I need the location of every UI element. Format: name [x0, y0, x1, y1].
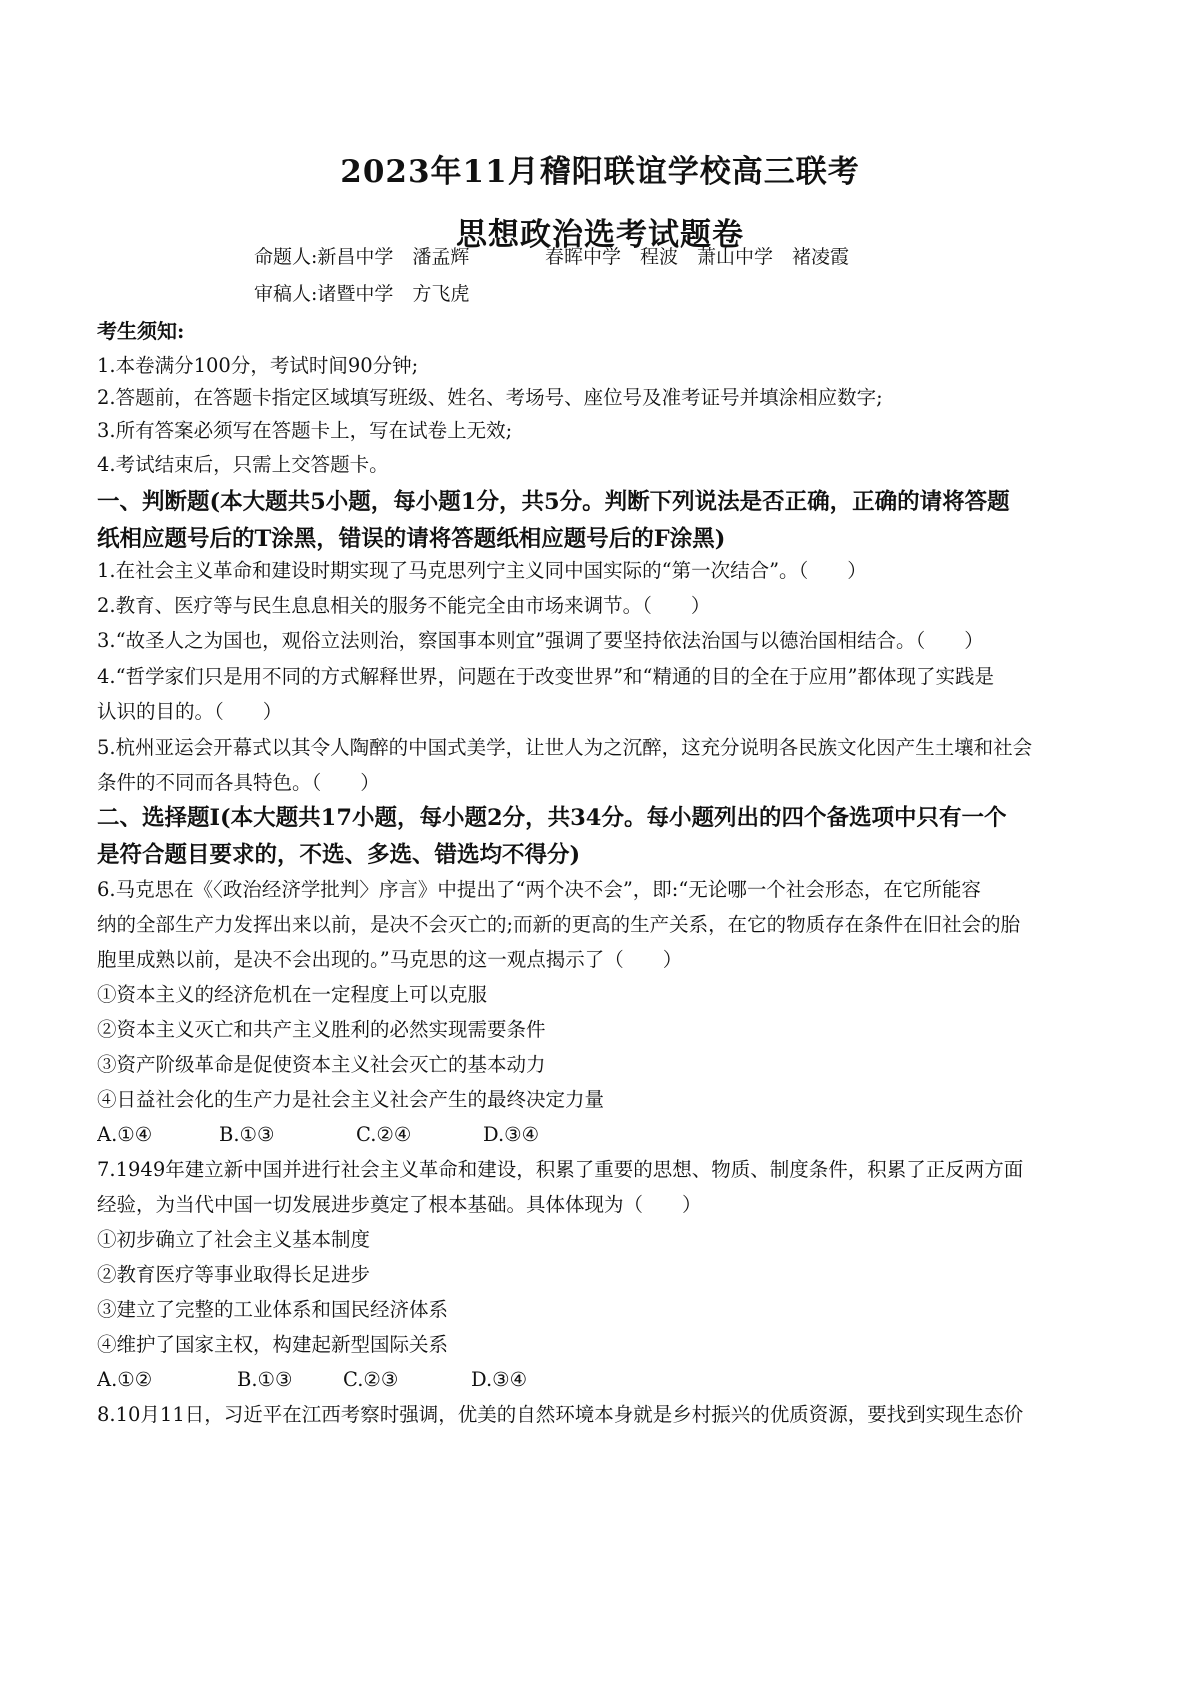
question-6-item-2: ②资本主义灭亡和共产主义胜利的必然实现需要条件	[97, 1018, 546, 1041]
section2-heading-2: 是符合题目要求的，不选、多选、错选均不得分)	[97, 842, 581, 868]
authors-line-1: 命题人:新昌中学 潘孟辉	[254, 246, 470, 268]
reviewer-line: 审稿人:诸暨中学 方飞虎	[254, 283, 470, 305]
question-7-item-3: ③建立了完整的工业体系和国民经济体系	[97, 1298, 449, 1321]
question-4-line-2: 认识的目的。（ ）	[97, 700, 283, 723]
notice-item-2: 2.答题前，在答题卡指定区域填写班级、姓名、考场号、座位号及准考证号并填涂相应数字;	[97, 386, 883, 409]
question-3: 3.“故圣人之为国也，观俗立法则治，察国事本则宜”强调了要坚持依法治国与以德治国相结合。（ ）	[97, 629, 984, 652]
question-7-line-1: 7.1949年建立新中国并进行社会主义革命和建设，积累了重要的思想、物质、制度条件，积累了正反两方面	[97, 1158, 1024, 1181]
question-5-line-1: 5.杭州亚运会开幕式以其令人陶醉的中国式美学，让世人为之沉醉，这充分说明各民族文化因产生土壤和社会	[97, 736, 1033, 759]
question-6-line-3: 胞里成熟以前，是决不会出现的。”马克思的这一观点揭示了（ ）	[97, 948, 683, 971]
question-7-item-1: ①初步确立了社会主义基本制度	[97, 1228, 371, 1251]
question-7-item-2: ②教育医疗等事业取得长足进步	[97, 1263, 371, 1286]
question-6-line-1: 6.马克思在《〈政治经济学批判〉序言》中提出了“两个决不会”，即:“无论哪一个社会形态，在它所能容	[97, 878, 981, 901]
question-7-line-2: 经验，为当代中国一切发展进步奠定了根本基础。具体体现为（ ）	[97, 1193, 702, 1216]
section2-heading-1: 二、选择题Ⅰ(本大题共17小题，每小题2分，共34分。每小题列出的四个备选项中只有一个	[97, 805, 1007, 831]
question-5-line-2: 条件的不同而各具特色。（ ）	[97, 771, 380, 794]
exam-subtitle: 思想政治选考试题卷	[456, 217, 744, 253]
question-6-item-1: ①资本主义的经济危机在一定程度上可以克服	[97, 983, 488, 1006]
question-6-item-3: ③资产阶级革命是促使资本主义社会灭亡的基本动力	[97, 1053, 546, 1076]
option-a: A.①②	[97, 1368, 153, 1391]
question-8-line-1: 8.10月11日，习近平在江西考察时强调，优美的自然环境本身就是乡村振兴的优质资源，要找到实现生态价	[97, 1403, 1024, 1426]
notice-item-1: 1.本卷满分100分，考试时间90分钟;	[97, 354, 419, 377]
question-6-options	[97, 1116, 1117, 1154]
question-7-options	[97, 1361, 1117, 1399]
authors-line-2: 春晖中学 程波 萧山中学 褚凌霞	[545, 246, 850, 268]
question-1: 1.在社会主义革命和建设时期实现了马克思列宁主义同中国实际的“第一次结合”。（ ）	[97, 559, 867, 582]
question-6-line-2: 纳的全部生产力发挥出来以前，是决不会灭亡的;而新的更高的生产关系，在它的物质存在条件在旧社会的胎	[97, 913, 1021, 936]
question-4-line-1: 4.“哲学家们只是用不同的方式解释世界，问题在于改变世界”和“精通的目的全在于应用”都体现了实践是	[97, 665, 994, 688]
exam-title: 2023年11月稽阳联谊学校高三联考	[340, 154, 860, 190]
option-c: C.②④	[356, 1123, 412, 1146]
option-c: C.②③	[343, 1368, 399, 1391]
section1-heading-1: 一、判断题(本大题共5小题，每小题1分，共5分。判断下列说法是否正确，正确的请将答题	[97, 489, 1010, 515]
section1-heading-2: 纸相应题号后的T涂黑，错误的请将答题纸相应题号后的F涂黑)	[97, 526, 726, 552]
question-2: 2.教育、医疗等与民生息息相关的服务不能完全由市场来调节。（ ）	[97, 594, 711, 617]
question-7-item-4: ④维护了国家主权，构建起新型国际关系	[97, 1333, 449, 1356]
question-6-item-4: ④日益社会化的生产力是社会主义社会产生的最终决定力量	[97, 1088, 605, 1111]
notice-heading: 考生须知:	[97, 319, 185, 343]
notice-item-3: 3.所有答案必须写在答题卡上，写在试卷上无效;	[97, 419, 513, 442]
option-d: D.③④	[483, 1123, 540, 1146]
option-a: A.①④	[97, 1123, 153, 1146]
option-b: B.①③	[219, 1123, 275, 1146]
notice-item-4: 4.考试结束后，只需上交答题卡。	[97, 453, 389, 476]
option-d: D.③④	[471, 1368, 528, 1391]
option-b: B.①③	[237, 1368, 293, 1391]
